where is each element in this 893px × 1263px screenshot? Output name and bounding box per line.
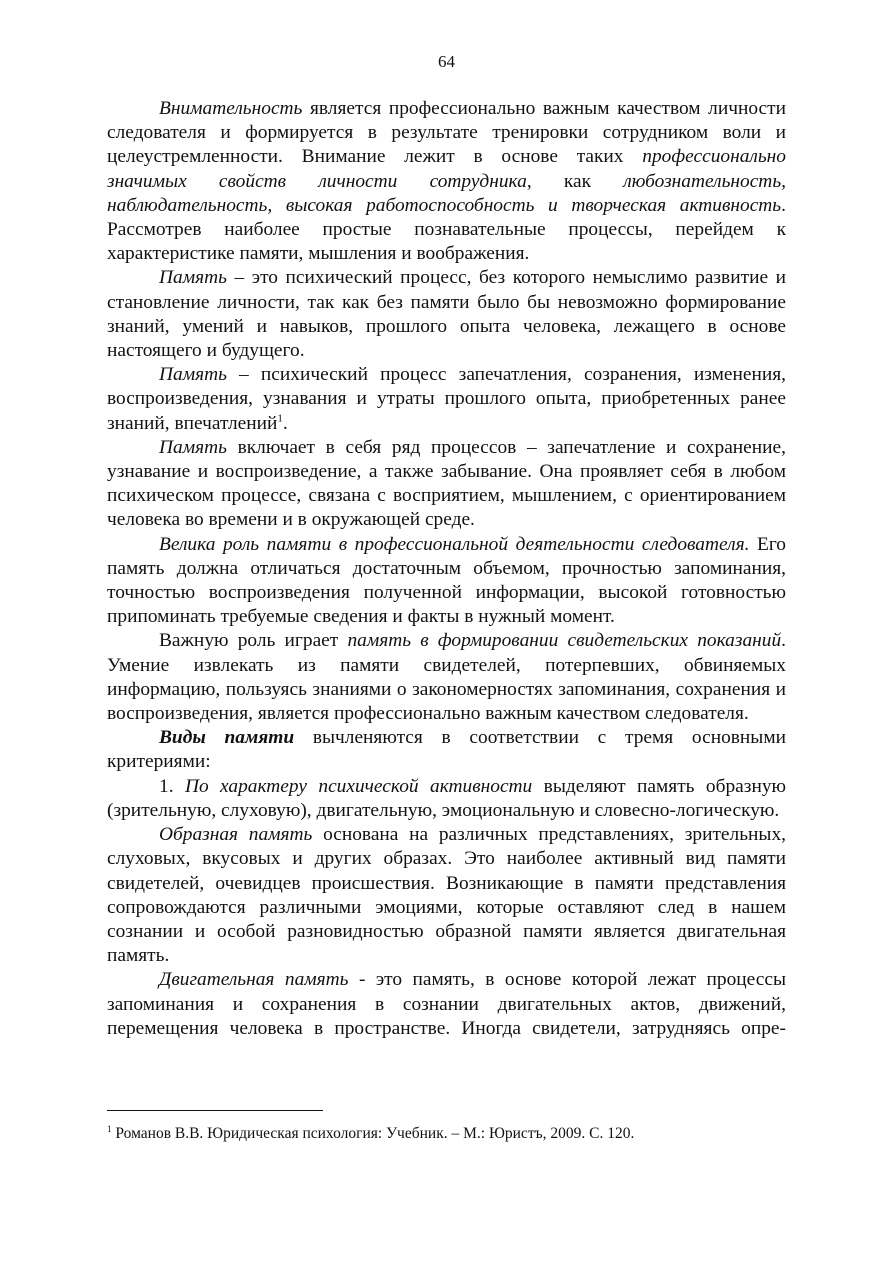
term-figurative-memory: Образная память — [159, 824, 313, 846]
text-span: , как — [526, 170, 624, 192]
paragraph-investigator-memory — [107, 533, 786, 630]
emphasis-span: память в формировании свидетельских показаний — [347, 630, 782, 652]
term-motor-memory: Двигательная память — [159, 969, 349, 991]
text-span: . Умение извлекать из памяти свидетелей, потерпевших, обвиняемых информацию, пользуясь знаниями о закономерностях запоминания, сохранения и воспроизведения, является профессионально важным качеством следователя. — [107, 630, 787, 725]
footnote-reference[interactable]: 1 — [277, 412, 283, 425]
emphasis-span: любознательность, наблюдательность, высокая работоспособность и творческая активность — [107, 170, 786, 216]
emphasis-span: По характеру психической активности — [184, 775, 533, 797]
text-span: является профессионально важным качеством личности следователя и формируется в результате тренировки сотрудником воли и целеустремленности. Внимание лежит в основе таких — [107, 98, 786, 168]
emphasis-span: профессионально значимых свойств личности сотрудника — [107, 146, 786, 192]
paragraph-memory-types — [107, 726, 786, 774]
text-span: . Рассмотрев наиболее простые познавательные процессы, перейдем к характеристике памяти, мышления и воображения. — [107, 194, 786, 265]
paragraph-criterion-1 — [107, 775, 786, 823]
term-memory: Память — [159, 364, 227, 386]
footnote-separator — [107, 1110, 323, 1111]
text-span: – это психический процесс, без которого немыслимо развитие и становление личности, так как без памяти было бы невозможно формирование знаний, умений и навыков, прошлого опыта человека, лежащего в основе настоящего и будущего. — [107, 267, 786, 362]
body-text — [107, 97, 786, 1041]
paragraph-figurative-memory — [107, 823, 786, 968]
text-span: . — [282, 412, 288, 434]
page-number: 64 — [438, 52, 455, 71]
emphasis-span: Велика роль памяти в профессиональной деятельности следователя. — [159, 533, 750, 555]
term-memory-types: Виды памяти — [159, 727, 295, 749]
footnote — [107, 1124, 786, 1144]
term-memory: Память — [159, 436, 227, 458]
text-span: - это память, в основе которой лежат процессы запоминания и сохранения в сознании двигательных актов, движений, перемещения человека в пространстве. Иногда свидетели, затрудняясь опре- — [107, 969, 786, 1039]
text-span: включает в себя ряд процессов – запечатление и сохранение, узнавание и воспроизведение, а также забывание. Она проявляет себя в любом психическом процессе, связана с восприятием, мышлением, с ориентированием человека во времени и в окружающей среде. — [107, 436, 786, 531]
paragraph-testimony-memory — [107, 629, 786, 726]
text-span: Важную роль играет — [159, 630, 348, 652]
footnote-text: Романов В.В. Юридическая психология: Учебник. – М.: Юристъ, 2009. С. 120. — [111, 1125, 635, 1142]
text-span: основана на различных представлениях, зрительных, слуховых, вкусовых и других образах. Это наиболее активный вид памяти свидетелей, очевидцев происшествия. Возникающие в памяти представления сопровождаются различными эмоциями, которые оставляют след в нашем сознании и особой разновидностью образной памяти является двигательная память. — [107, 824, 786, 967]
paragraph-memory-processes — [107, 436, 786, 533]
list-number: 1. — [159, 775, 185, 797]
paragraph-motor-memory — [107, 968, 786, 1041]
text-span: – психический процесс запечатления, созранения, изменения, воспроизведения, узнавания и утраты прошлого опыта, приобретенных ранее знаний, впечатлений — [107, 364, 786, 434]
text-span: вычленяются в соответствии с тремя основными критериями: — [107, 727, 786, 773]
term-memory: Память — [159, 267, 227, 289]
paragraph-memory-definition-1 — [107, 266, 786, 363]
paragraph-attentiveness — [107, 97, 786, 266]
footnote-marker: 1 — [107, 1123, 112, 1134]
text-span: Его память должна отличаться достаточным объемом, прочностью запоминания, точностью воспроизведения полученной информации, высокой готовностью припоминать требуемые сведения и факты в нужный момент. — [107, 533, 786, 628]
text-span: выделяют память образную (зрительную, слуховую), двигательную, эмоциональную и словесно-логическую. — [107, 775, 787, 821]
paragraph-memory-definition-2 — [107, 363, 786, 436]
term-attentiveness: Внимательность — [159, 98, 303, 119]
